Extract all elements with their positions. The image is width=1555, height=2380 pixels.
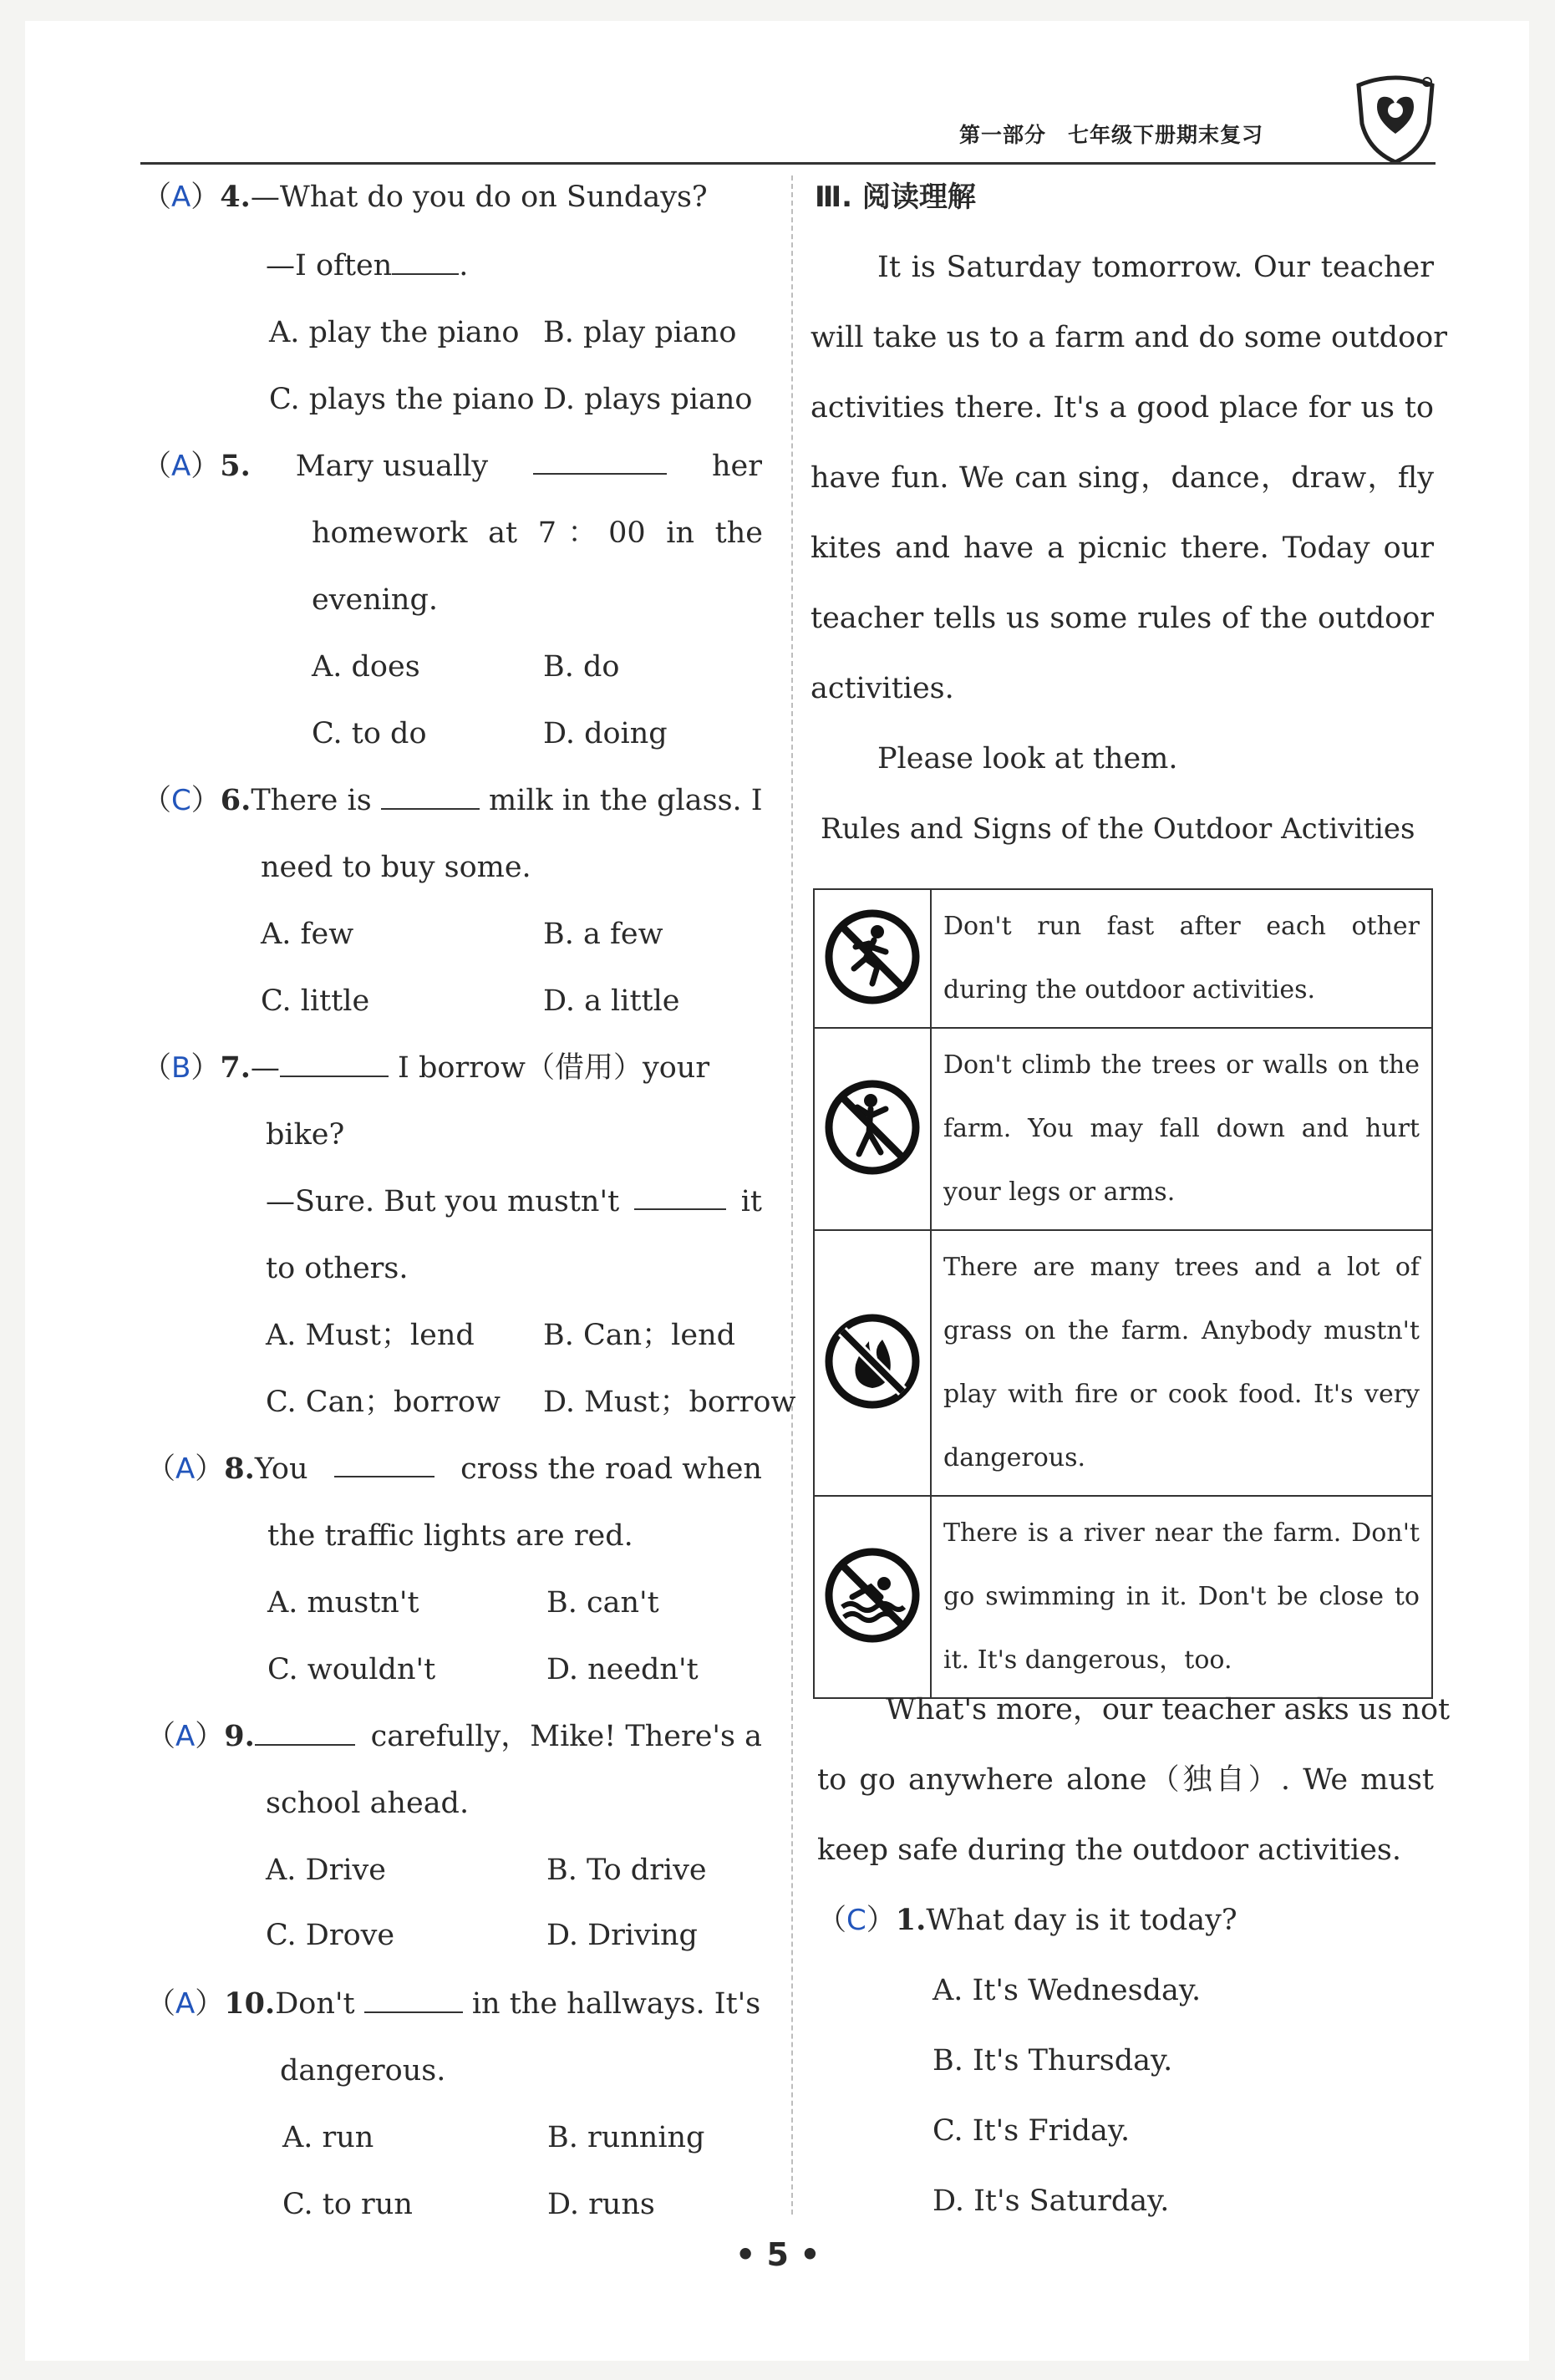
q7-line3: —Sure. But you mustn't it: [266, 1185, 762, 1218]
rule-text: Don't run fast after each other during the outdoor activities.: [943, 912, 1420, 1004]
q8-option-d: D. needn't: [546, 1653, 699, 1686]
q5-option-c: C. to do: [312, 717, 427, 750]
q7-line4: to others.: [266, 1252, 409, 1285]
question-7: （B）7.— I borrow（借用）your: [142, 1050, 710, 1085]
page-number: • 5 •: [735, 2236, 821, 2273]
rule-row: [814, 1230, 1432, 1496]
rules-table: [813, 888, 1433, 1699]
header-rule: [140, 162, 1436, 165]
question-5: （A）5. Mary usually her: [142, 449, 762, 483]
no-running-icon: [822, 907, 922, 1007]
rule-row: [814, 1496, 1432, 1698]
q7-option-c: C. Can；borrow: [266, 1386, 501, 1419]
r1-option-d: D. It's Saturday.: [932, 2184, 1170, 2218]
q4-option-a: A. play the piano: [269, 316, 520, 349]
blank: [381, 783, 480, 810]
no-swimming-icon: [822, 1545, 922, 1645]
q6-option-d: D. a little: [543, 984, 680, 1018]
q6-line2: need to buy some.: [261, 851, 531, 884]
no-fire-icon: [822, 1311, 922, 1411]
answer-10: A: [175, 1987, 196, 2021]
q8-line2: the traffic lights are red.: [267, 1519, 633, 1553]
question-4-line2: —I often .: [266, 249, 469, 282]
q9-line2: school ahead.: [266, 1787, 470, 1820]
answer-5: A: [171, 450, 191, 483]
q10-line2: dangerous.: [280, 2054, 446, 2088]
q9-option-d: D. Driving: [546, 1919, 698, 1952]
q7-line2: bike?: [266, 1118, 345, 1152]
q8-option-a: A. mustn't: [267, 1586, 419, 1620]
q9-option-c: C. Drove: [266, 1919, 395, 1952]
q5-option-d: D. doing: [543, 717, 668, 750]
answer-4: A: [171, 181, 191, 214]
blank: [533, 448, 667, 475]
no-climbing-icon: [822, 1077, 922, 1177]
q4-option-d: D. plays piano: [543, 383, 753, 416]
q10-option-d: D. runs: [547, 2188, 655, 2221]
table-title: Rules and Signs of the Outdoor Activities: [821, 812, 1415, 846]
question-9: （A）9. carefully，Mike! There's a: [146, 1719, 762, 1753]
q10-option-b: B. running: [547, 2121, 705, 2154]
blank: [280, 1050, 389, 1077]
q9-option-a: A. Drive: [266, 1854, 386, 1887]
rule-text: Don't climb the trees or walls on the farm. You may fall down and hurt your legs or arms.: [943, 1050, 1420, 1207]
reading-paragraph-2: Please look at them.: [877, 742, 1178, 776]
rule-row: [814, 889, 1432, 1028]
rule-row: [814, 1028, 1432, 1230]
q6-option-b: B. a few: [543, 918, 663, 951]
q10-option-a: A. run: [282, 2121, 374, 2154]
blank: [392, 248, 459, 275]
q8-option-c: C. wouldn't: [267, 1653, 436, 1686]
q5-option-a: A. does: [312, 650, 420, 684]
blank: [255, 1719, 355, 1746]
q8-option-b: B. can't: [546, 1586, 659, 1620]
q10-option-c: C. to run: [282, 2188, 413, 2221]
q7-option-a: A. Must；lend: [266, 1319, 475, 1352]
blank: [634, 1183, 726, 1210]
answer-6: C: [171, 784, 191, 817]
r1-option-a: A. It's Wednesday.: [932, 1974, 1202, 2007]
q7-option-d: D. Must；borrow: [543, 1386, 796, 1419]
answer-7: B: [171, 1051, 191, 1085]
question-6: （C）6.There is milk in the glass. I: [142, 783, 763, 817]
rule-text: There is a river near the farm. Don't go swimming in it. Don't be close to it. It's dangerous，too.: [943, 1518, 1420, 1675]
answer-9: A: [175, 1720, 196, 1753]
answer-8: A: [175, 1452, 196, 1486]
q6-option-c: C. little: [261, 984, 370, 1018]
q6-option-a: A. few: [261, 918, 354, 951]
answer-r1: C: [846, 1904, 866, 1937]
blank: [364, 1986, 463, 2013]
r1-option-c: C. It's Friday.: [932, 2114, 1131, 2148]
question-8: （A）8.You cross the road when: [146, 1452, 762, 1486]
r1-option-b: B. It's Thursday.: [932, 2044, 1173, 2077]
q4-option-c: C. plays the piano: [269, 383, 535, 416]
q4-option-b: B. play piano: [543, 316, 737, 349]
shield-logo-icon: [1352, 74, 1439, 165]
reading-question-1: （C）1.What day is it today?: [817, 1903, 1237, 1937]
rule-text: There are many trees and a lot of grass on the farm. Anybody mustn't play with fire or cook food. It's very dangerous.: [943, 1253, 1420, 1472]
q5-line3: evening.: [312, 583, 439, 617]
question-10: （A）10.Don't in the hallways. It's: [146, 1986, 761, 2021]
column-divider: [791, 175, 793, 2215]
q9-option-b: B. To drive: [546, 1854, 707, 1887]
header-title: 第一部分 七年级下册期末复习: [959, 123, 1264, 147]
q7-option-b: B. Can；lend: [543, 1319, 736, 1352]
question-4: （A）4.—What do you do on Sundays?: [142, 180, 708, 214]
q5-line2: homework at 7：00 in the: [312, 516, 763, 550]
q5-option-b: B. do: [543, 650, 620, 684]
section-title: Ⅲ. 阅读理解: [815, 181, 976, 214]
blank: [334, 1451, 434, 1477]
